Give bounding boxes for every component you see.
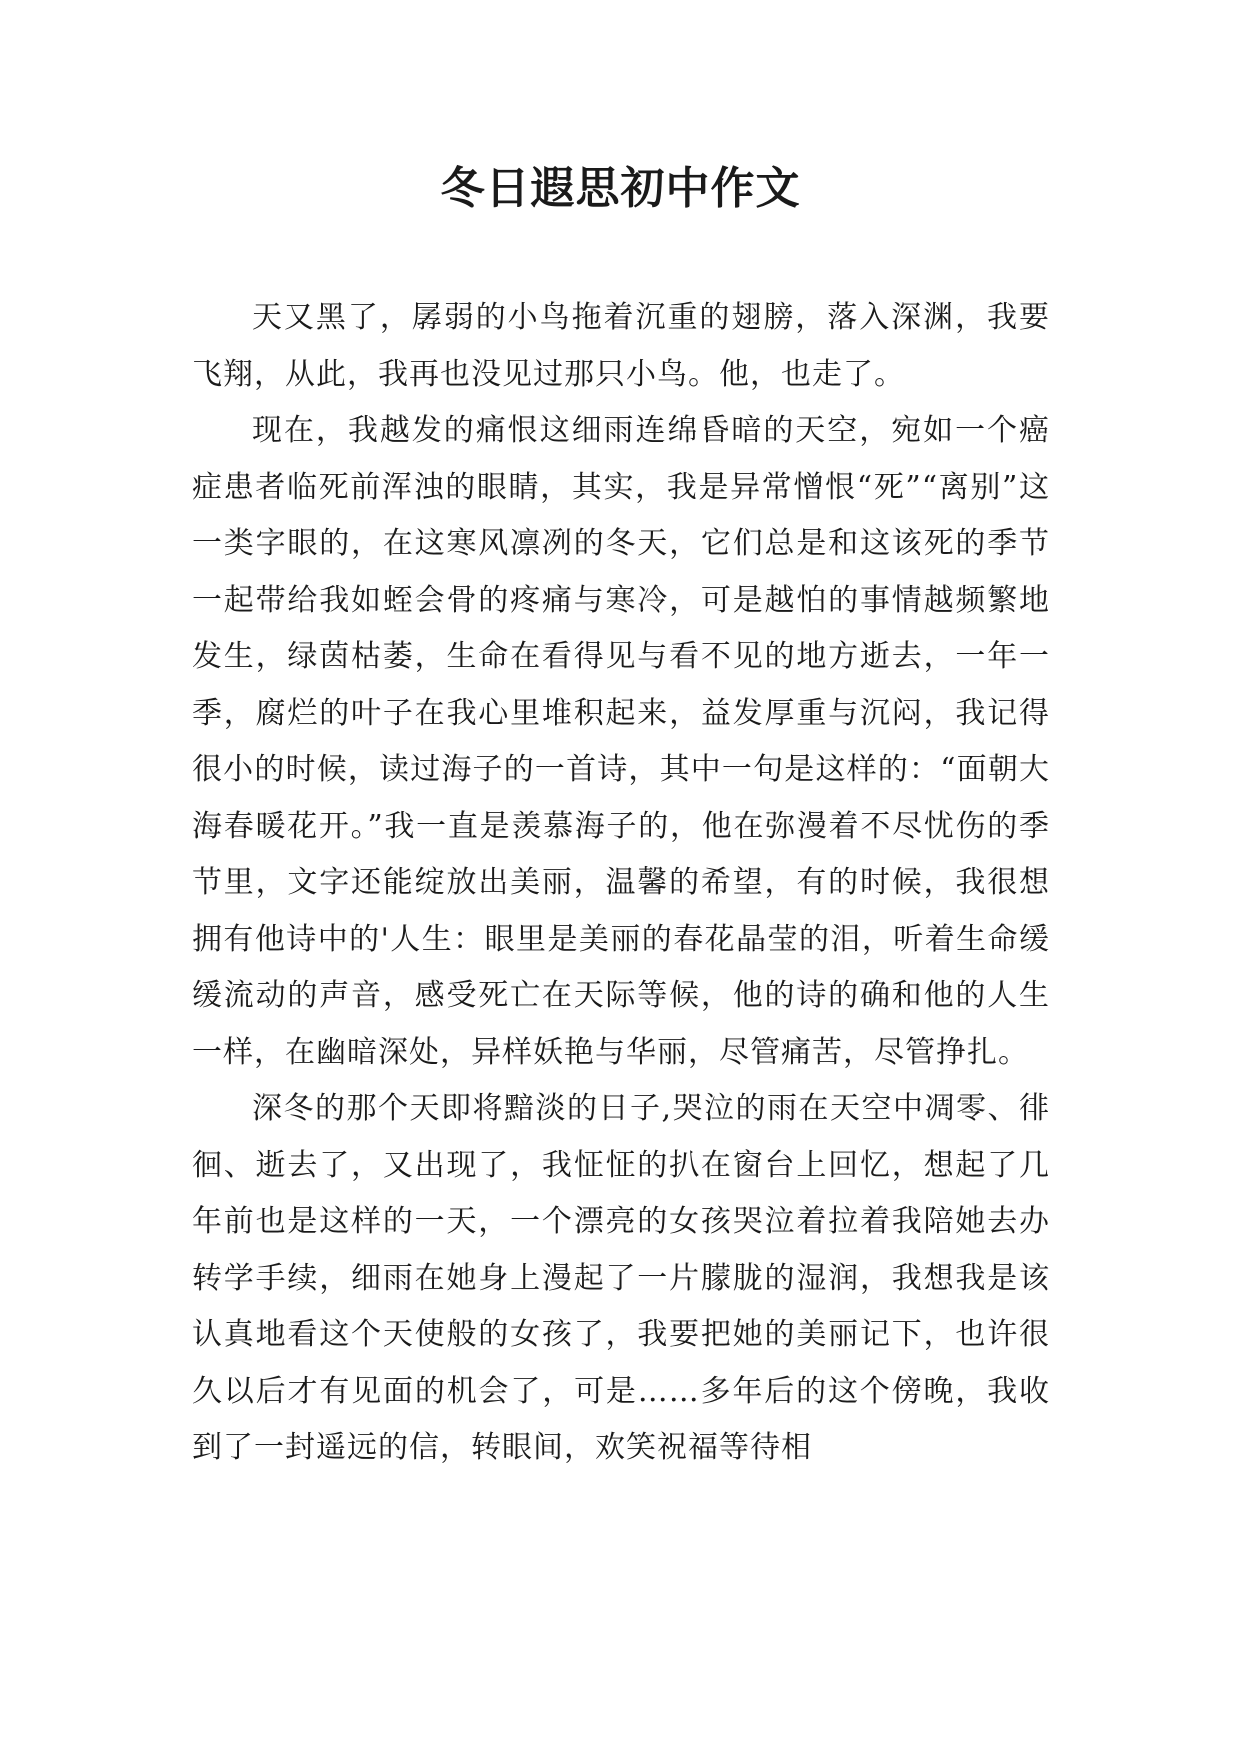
- paragraph-1: 天又黑了，孱弱的小鸟拖着沉重的翅膀，落入深渊，我要飞翔，从此，我再也没见过那只小鸟。他，也走了。: [192, 300, 1050, 392]
- document-title: 冬日遐思初中作文: [440, 163, 801, 214]
- document-body: [192, 290, 1050, 1477]
- paragraph-3: 深冬的那个天即将黯淡的日子,哭泣的雨在天空中凋零、徘徊、逝去了，又出现了，我怔怔的扒在窗台上回忆，想起了几年前也是这样的一天，一个漂亮的女孩哭泣着拉着我陪她去办转学手续，细雨在她身上漫起了一片朦胧的湿润，我想我是该认真地看这个天使般的女孩了，我要把她的美丽记下，也许很久以后才有见面的机会了，可是……多年后的这个傍晚，我收到了一封遥远的信，转眼间，欢笑祝福等待相: [192, 1091, 1050, 1465]
- paragraph-2: 现在，我越发的痛恨这细雨连绵昏暗的天空，宛如一个癌症患者临死前浑浊的眼睛，其实，我是异常憎恨“死”“离别”这一类字眼的，在这寒风凛冽的冬天，它们总是和这该死的季节一起带给我如蛭会骨的疼痛与寒冷，可是越怕的事情越频繁地发生，绿茵枯萎，生命在看得见与看不见的地方逝去，一年一季，腐烂的叶子在我心里堆积起来，益发厚重与沉闷，我记得很小的时候，读过海子的一首诗，其中一句是这样的：“面朝大海春暖花开。”我一直是羡慕海子的，他在弥漫着不尽忧伤的季节里，文字还能绽放出美丽，温馨的希望，有的时候，我很想拥有他诗中的'人生：眼里是美丽的春花晶莹的泪，听着生命缓缓流动的声音，感受死亡在天际等候，他的诗的确和他的人生一样，在幽暗深处，异样妖艳与华丽，尽管痛苦，尽管挣扎。: [192, 413, 1050, 1070]
